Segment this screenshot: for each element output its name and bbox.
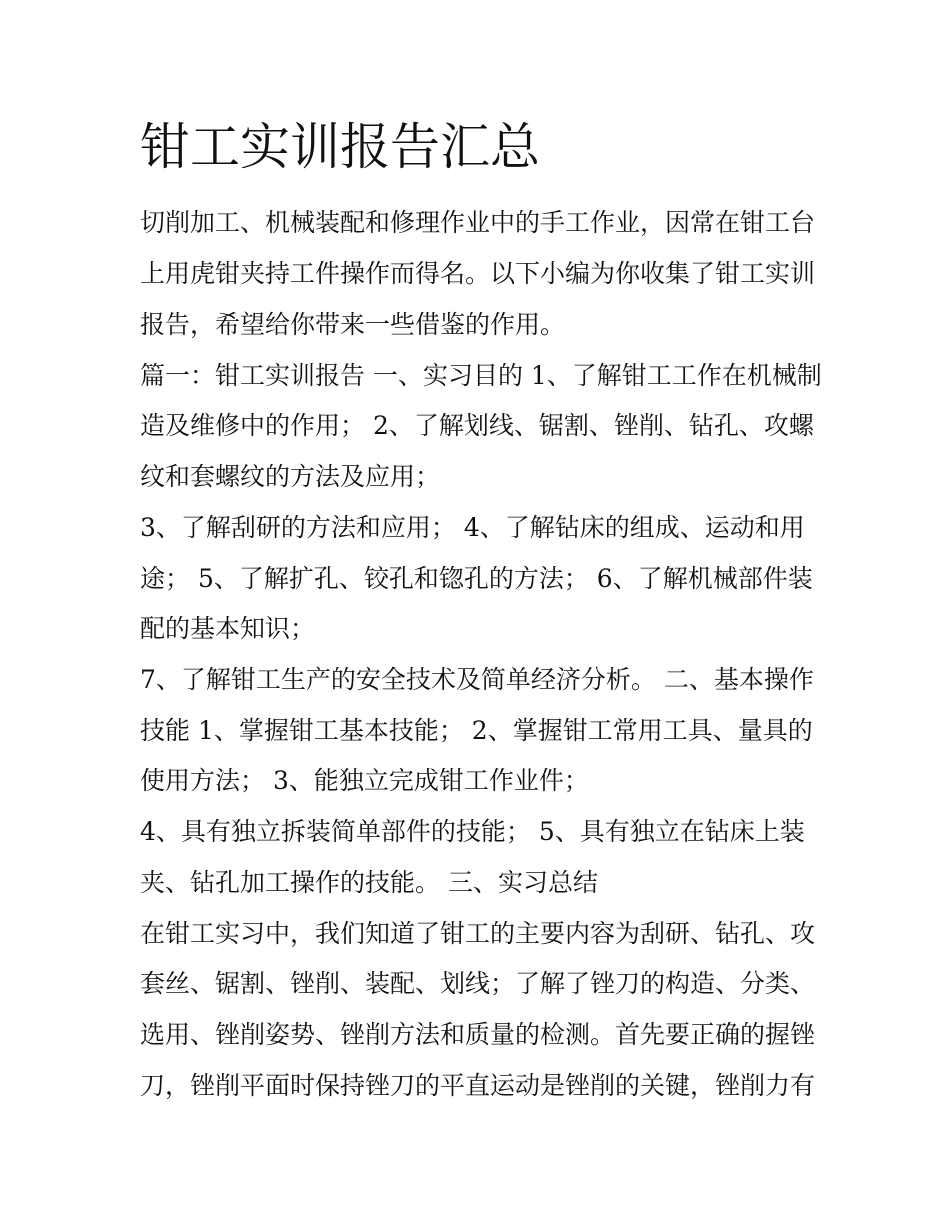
paragraph-line: 造及维修中的作用； 2、了解划线、锯割、锉削、钻孔、攻螺: [140, 411, 814, 440]
paragraph-line: 在钳工实习中，我们知道了钳工的主要内容为刮研、钻孔、攻: [140, 919, 816, 948]
paragraph-line: 切削加工、机械装配和修理作业中的手工作业，因常在钳工台: [140, 208, 816, 237]
paragraph-line: 夹、钻孔加工操作的技能。 三、实习总结: [140, 868, 598, 897]
paragraph-line: 报告，希望给你带来一些借鉴的作用。: [140, 310, 566, 339]
paragraph-line: 纹和套螺纹的方法及应用；: [140, 462, 441, 491]
paragraph-line: 刀，锉削平面时保持锉刀的平直运动是锉削的关键，锉削力有: [140, 1071, 816, 1100]
paragraph-line: 7、了解钳工生产的安全技术及简单经济分析。 二、基本操作: [140, 665, 814, 694]
paragraph-line: 技能 1、掌握钳工基本技能； 2、掌握钳工常用工具、量具的: [140, 716, 813, 745]
paragraph-line: 配的基本知识；: [140, 614, 316, 643]
paragraph-line: 上用虎钳夹持工件操作而得名。以下小编为你收集了钳工实训: [140, 259, 816, 288]
paragraph-line: 套丝、锯割、锉削、装配、划线；了解了锉刀的构造、分类、: [140, 969, 816, 998]
paragraph-line: 使用方法； 3、能独立完成钳工作业件；: [140, 766, 589, 795]
document-title: 钳工实训报告汇总: [140, 118, 540, 176]
paragraph-line: 途； 5、了解扩孔、铰孔和锪孔的方法； 6、了解机械部件装: [140, 564, 813, 593]
paragraph-line: 4、具有独立拆装简单部件的技能； 5、具有独立在钻床上装: [140, 817, 805, 846]
paragraph-line: 篇一：钳工实训报告 一、实习目的 1、了解钳工工作在机械制: [140, 361, 822, 390]
paragraph-line: 选用、锉削姿势、锉削方法和质量的检测。首先要正确的握锉: [140, 1020, 816, 1049]
paragraph-line: 3、了解刮研的方法和应用； 4、了解钻床的组成、运动和用: [140, 513, 805, 542]
